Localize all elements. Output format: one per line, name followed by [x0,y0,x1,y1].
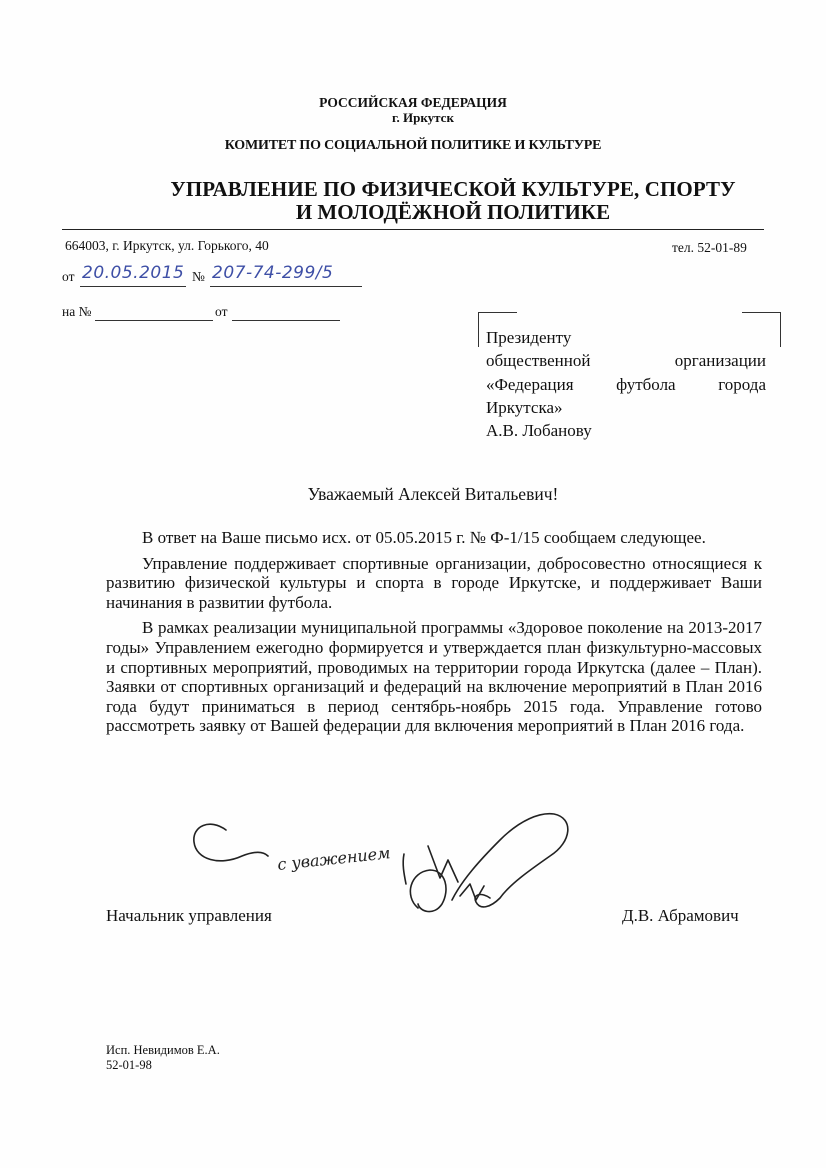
header-committee: КОМИТЕТ ПО СОЦИАЛЬНОЙ ПОЛИТИКЕ И КУЛЬТУРЕ [224,138,602,153]
addressee-line4: Иркутска» [486,397,563,417]
registration-date-line [80,286,186,287]
salutation: Уважаемый Алексей Витальевич! [307,484,559,504]
registration-date: 20.05.2015 [82,263,185,283]
executor-phone: 52-01-98 [106,1058,152,1072]
letter-body [106,528,762,742]
signatory-title: Начальник управления [106,906,272,925]
reply-number-line [95,320,213,321]
executor-name: Исп. Невидимов Е.А. [106,1043,220,1057]
header-divider [62,229,764,230]
header-city: г. Иркутск [392,110,454,125]
registration-number: 207-74-299/5 [212,263,334,283]
addressee-line1: Президенту [486,328,572,347]
body-paragraph-3: В рамках реализации муниципальной программы «Здоровое поколение на 2013-2017 годы» Управлением ежегодно формируется и утверждается план физкультурно-массовых и спортивных мероприятий, проводимых на территории города Иркутска (далее – План). Заявки от спортивных организаций и федераций на включение мероприятий в План 2016 года будут приниматься в период сентябрь-ноябрь 2015 года. Управление готово рассмотреть заявку от Вашей федерации для включения мероприятий в План 2016 года. [106,618,762,736]
registration-date-label: от [62,269,75,284]
addressee-block [486,326,766,442]
header-country: РОССИЙСКАЯ ФЕДЕРАЦИЯ [319,95,507,110]
registration-number-line [210,286,362,287]
signatory-name: Д.В. Абрамович [622,906,739,925]
reply-number-label: на № [62,304,92,319]
body-paragraph-2: Управление поддерживает спортивные организации, добросовестно относящиеся к развитию физической культуры и спорта в городе Иркутске, и поддерживает Ваши начинания в развитии футбола. [106,553,762,612]
body-paragraph-1: В ответ на Ваше письмо исх. от 05.05.2015 г. № Ф-1/15 сообщаем следующее. [142,528,706,547]
header-phone: тел. 52-01-89 [672,240,747,255]
header-department-line1: УПРАВЛЕНИЕ ПО ФИЗИЧЕСКОЙ КУЛЬТУРЕ, СПОРТУ [170,177,736,201]
handwritten-note: с уважением [276,843,392,874]
addressee-line2: общественной организации [486,351,766,371]
header-address: 664003, г. Иркутск, ул. Горького, 40 [65,238,269,253]
registration-number-label: № [192,269,205,284]
reply-date-label: от [215,304,228,319]
addressee-line3: «Федерация футбола города [486,374,766,394]
executor-block [106,1043,220,1073]
header-department-line2: И МОЛОДЁЖНОЙ ПОЛИТИКЕ [295,200,611,224]
reply-date-line [232,320,340,321]
addressee-line5: А.В. Лобанову [486,421,592,441]
